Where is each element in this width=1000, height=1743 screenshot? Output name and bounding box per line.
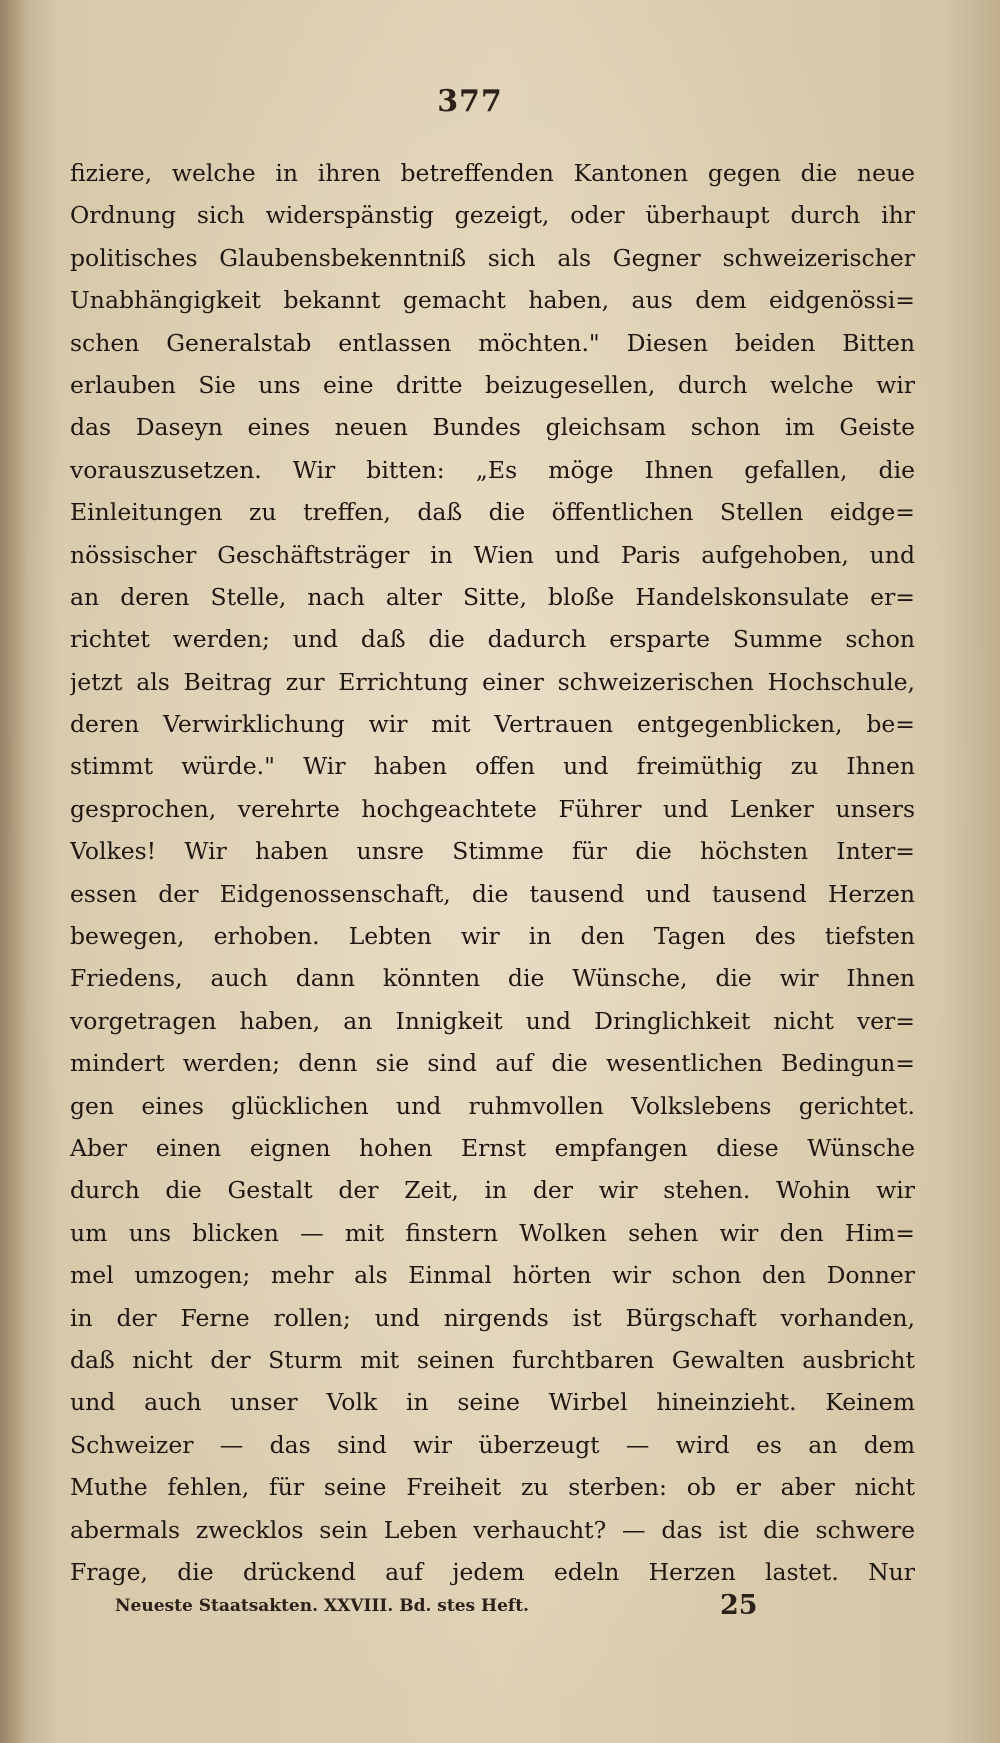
text-line: deren Verwirklichung wir mit Vertrauen entgegenblicken, be= <box>70 710 915 739</box>
text-line: daß nicht der Sturm mit seinen furchtbaren Gewalten ausbricht <box>70 1345 915 1374</box>
text-line: Einleitungen zu treffen, daß die öffentlichen Stellen eidge= <box>70 498 915 527</box>
text-line: mindert werden; denn sie sind auf die wesentlichen Bedingun= <box>70 1049 915 1078</box>
text-line: vorauszusetzen. Wir bitten: „Es möge Ihnen gefallen, die <box>70 455 915 484</box>
text-line: gen eines glücklichen und ruhmvollen Volkslebens gerichtet. <box>70 1091 915 1120</box>
text-line: in der Ferne rollen; und nirgends ist Bürgschaft vorhanden, <box>70 1303 915 1332</box>
text-line: Muthe fehlen, für seine Freiheit zu sterben: ob er aber nicht <box>70 1473 915 1502</box>
page-number: 377 <box>437 84 503 119</box>
text-line: essen der Eidgenossenschaft, die tausend und tausend Herzen <box>70 879 915 908</box>
text-line: richtet werden; und daß die dadurch ersparte Summe schon <box>70 625 915 654</box>
text-line: um uns blicken — mit finstern Wolken sehen wir den Him= <box>70 1218 915 1247</box>
text-line: nössischer Geschäftsträger in Wien und Paris aufgehoben, und <box>70 540 915 569</box>
text-line: Schweizer — das sind wir überzeugt — wird es an dem <box>70 1430 915 1459</box>
text-line: fiziere, welche in ihren betreffenden Kantonen gegen die neue <box>70 159 915 187</box>
text-line: durch die Gestalt der Zeit, in der wir stehen. Wohin wir <box>70 1176 915 1205</box>
sheet-signature: 25 <box>720 1590 758 1621</box>
text-line: das Daseyn eines neuen Bundes gleichsam schon im Geiste <box>70 413 915 442</box>
text-line: und auch unser Volk in seine Wirbel hineinzieht. Keinem <box>70 1388 915 1417</box>
text-line: erlauben Sie uns eine dritte beizugesellen, durch welche wir <box>70 370 915 399</box>
text-line: vorgetragen haben, an Innigkeit und Dringlichkeit nicht ver= <box>70 1006 915 1035</box>
body-text <box>70 152 915 1593</box>
text-line: gesprochen, verehrte hochgeachtete Führer und Lenker unsers <box>70 794 915 823</box>
text-line: Unabhängigkeit bekannt gemacht haben, aus dem eidgenössi= <box>70 286 915 315</box>
text-line: politisches Glaubensbekenntniß sich als Gegner schweizerischer <box>70 243 915 272</box>
text-line: Ordnung sich widerspänstig gezeigt, oder überhaupt durch ihr <box>70 201 915 230</box>
text-line: Volkes! Wir haben unsre Stimme für die höchsten Inter= <box>70 837 915 866</box>
text-line: stimmt würde." Wir haben offen und freimüthig zu Ihnen <box>70 752 915 781</box>
text-line: mel umzogen; mehr als Einmal hörten wir schon den Donner <box>70 1261 915 1290</box>
page-edge-shadow <box>0 0 28 1743</box>
text-line: jetzt als Beitrag zur Errichtung einer schweizerischen Hochschule, <box>70 667 915 696</box>
text-line: abermals zwecklos sein Leben verhaucht? — das ist die schwere <box>70 1515 915 1544</box>
text-line: Aber einen eignen hohen Ernst empfangen diese Wünsche <box>70 1133 915 1162</box>
text-line: bewegen, erhoben. Lebten wir in den Tagen des tiefsten <box>70 922 915 951</box>
text-line: Frage, die drückend auf jedem edeln Herzen lastet. Nur <box>70 1557 915 1586</box>
footer-citation: Neueste Staatsakten. XXVIII. Bd. stes Heft. <box>115 1596 529 1616</box>
text-line: Friedens, auch dann könnten die Wünsche, die wir Ihnen <box>70 964 915 993</box>
text-line: an deren Stelle, nach alter Sitte, bloße Handelskonsulate er= <box>70 582 915 611</box>
text-line: schen Generalstab entlassen möchten." Diesen beiden Bitten <box>70 328 915 357</box>
